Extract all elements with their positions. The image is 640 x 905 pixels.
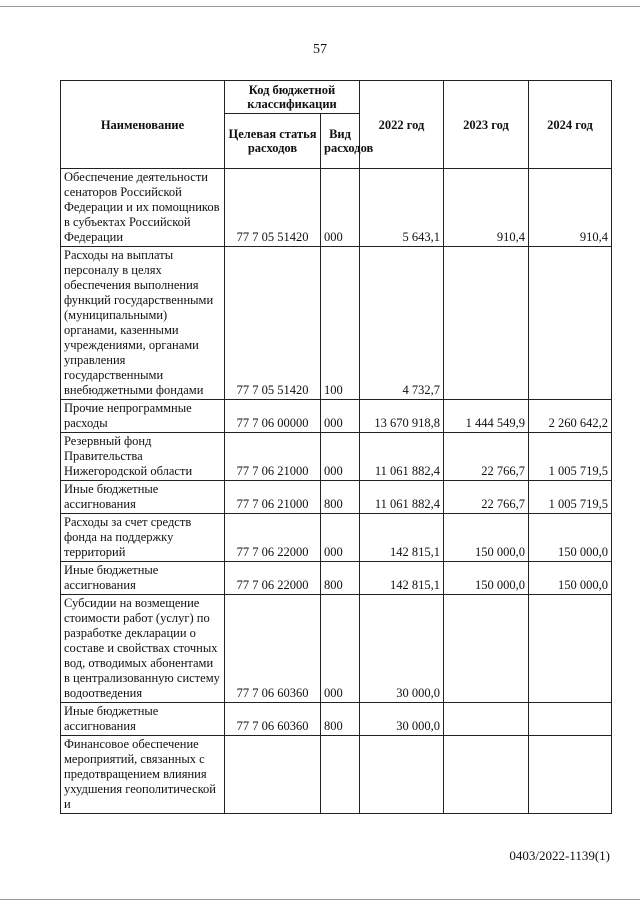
row-expense-kind [321,736,360,814]
table-row [61,433,612,481]
row-value-2022 [360,736,444,814]
table-row [61,400,612,433]
row-name: Иные бюджетные ассигнования [61,481,225,514]
header-2024: 2024 год [529,81,612,169]
row-value-2022: 11 061 882,4 [360,481,444,514]
row-name: Резервный фонд Правительства Нижегородской области [61,433,225,481]
row-expense-kind: 000 [321,433,360,481]
row-value-2024 [529,595,612,703]
row-value-2023: 150 000,0 [444,514,529,562]
header-name: Наименование [61,81,225,169]
row-value-2023 [444,247,529,400]
row-target-code [225,736,321,814]
row-target-code: 77 7 06 22000 [225,514,321,562]
budget-table [60,80,612,814]
row-name: Прочие непрограммные расходы [61,400,225,433]
row-expense-kind: 800 [321,481,360,514]
row-value-2022: 11 061 882,4 [360,433,444,481]
row-value-2022: 5 643,1 [360,169,444,247]
header-target-article: Целевая статья расходов [225,114,321,169]
row-name: Иные бюджетные ассигнования [61,703,225,736]
header-expense-kind: Вид расходов [321,114,360,169]
row-target-code: 77 7 06 21000 [225,481,321,514]
row-expense-kind: 000 [321,169,360,247]
row-name: Субсидии на возмещение стоимости работ (услуг) по разработке декларации о составе и свойствах сточных вод, отводимых абонентами в централизованную систему водоотведения [61,595,225,703]
row-value-2022: 142 815,1 [360,514,444,562]
scan-edge-top [0,6,640,7]
row-value-2023: 1 444 549,9 [444,400,529,433]
table-row [61,736,612,814]
row-value-2024: 2 260 642,2 [529,400,612,433]
row-expense-kind: 000 [321,400,360,433]
row-value-2024: 910,4 [529,169,612,247]
row-value-2023: 22 766,7 [444,481,529,514]
row-value-2023: 22 766,7 [444,433,529,481]
row-value-2022: 30 000,0 [360,703,444,736]
row-value-2024: 1 005 719,5 [529,481,612,514]
row-expense-kind: 800 [321,703,360,736]
row-value-2024: 1 005 719,5 [529,433,612,481]
row-target-code: 77 7 05 51420 [225,247,321,400]
row-value-2022: 13 670 918,8 [360,400,444,433]
row-expense-kind: 000 [321,595,360,703]
header-2023: 2023 год [444,81,529,169]
row-value-2024: 150 000,0 [529,514,612,562]
table-row [61,703,612,736]
row-name: Расходы за счет средств фонда на поддержку территорий [61,514,225,562]
table-row [61,481,612,514]
row-name: Расходы на выплаты персоналу в целях обеспечения выполнения функций государственными (муниципальными) органами, казенными учреждениями, органами управления государственными внебюджетными фондами [61,247,225,400]
row-target-code: 77 7 06 60360 [225,703,321,736]
table-row [61,514,612,562]
row-value-2022: 30 000,0 [360,595,444,703]
row-target-code: 77 7 06 21000 [225,433,321,481]
row-name: Обеспечение деятельности сенаторов Российской Федерации и их помощников в субъектах Российской Федерации [61,169,225,247]
row-value-2023: 150 000,0 [444,562,529,595]
table-row [61,562,612,595]
row-name: Финансовое обеспечение мероприятий, связанных с предотвращением влияния ухудшения геополитической и [61,736,225,814]
row-target-code: 77 7 06 60360 [225,595,321,703]
page-number: 57 [313,42,327,57]
row-value-2024 [529,703,612,736]
table-row [61,169,612,247]
row-target-code: 77 7 06 22000 [225,562,321,595]
header-budget-code-group: Код бюджетной классификации [225,81,360,114]
row-value-2023 [444,595,529,703]
row-name: Иные бюджетные ассигнования [61,562,225,595]
row-value-2023 [444,736,529,814]
row-value-2022: 4 732,7 [360,247,444,400]
row-value-2024 [529,247,612,400]
row-target-code: 77 7 06 00000 [225,400,321,433]
row-value-2024: 150 000,0 [529,562,612,595]
scan-edge-bottom [0,899,640,900]
table-row [61,247,612,400]
document-id: 0403/2022-1139(1) [509,848,610,863]
row-value-2022: 142 815,1 [360,562,444,595]
table-row [61,595,612,703]
row-value-2023 [444,703,529,736]
row-expense-kind: 800 [321,562,360,595]
row-value-2024 [529,736,612,814]
header-2022: 2022 год [360,81,444,169]
row-expense-kind: 000 [321,514,360,562]
row-expense-kind: 100 [321,247,360,400]
row-target-code: 77 7 05 51420 [225,169,321,247]
row-value-2023: 910,4 [444,169,529,247]
